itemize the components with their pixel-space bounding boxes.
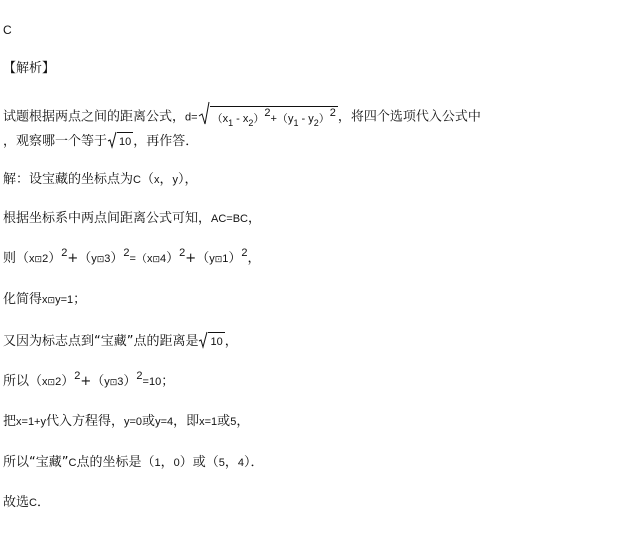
formula-suffix: ，将四个选项代入公式中 [337,109,481,125]
solution-setup: 解：设宝藏的坐标点为C（x，y）， [3,172,198,187]
coordinate-result: 所以“宝藏”C点的坐标是（1，0）或（5，4）． [3,455,264,470]
radical-sign-icon [107,131,117,149]
radical-sign-icon [198,101,210,127]
radical-sign-icon [198,331,208,349]
second-equation-line: 所以（x⊡2）$^2$+（y⊡3）$^2$=10； [3,370,175,389]
distance-radical: $(x_1 - x_2)^2+(y_1 - y_2)^2$ [198,106,338,128]
section-title: 【解析】 [3,61,56,76]
sqrt10-radical-2: 10 [198,332,224,351]
formula-line-2: ，观察哪一个等于 10 ，再作答． [3,132,198,151]
answer-letter: C [3,23,12,37]
distance-statement: 根据坐标系中两点间距离公式可知，AC=BC， [3,211,262,226]
formula-lead: d= [185,111,198,124]
final-choice: 故选C． [3,495,50,510]
formula-prefix: 试题根据两点之间的距离公式， [3,109,186,125]
distance-sqrt10-line: 又因为标志点到“宝藏”点的距离是 10 ， [3,332,238,351]
sqrt10-radical: 10 [107,132,133,151]
equation-line: 则（x⊡2）$^2$+（y⊡3）$^2$=（x⊡4）$^2$+（y⊡1）$^2$， [3,247,261,266]
formula-line [3,106,481,128]
simplified-line: 化简得x⊡y=1； [3,292,87,307]
substitution-line: 把x=1+y代入方程得，y=0或y=4，即x=1或5， [3,414,250,429]
